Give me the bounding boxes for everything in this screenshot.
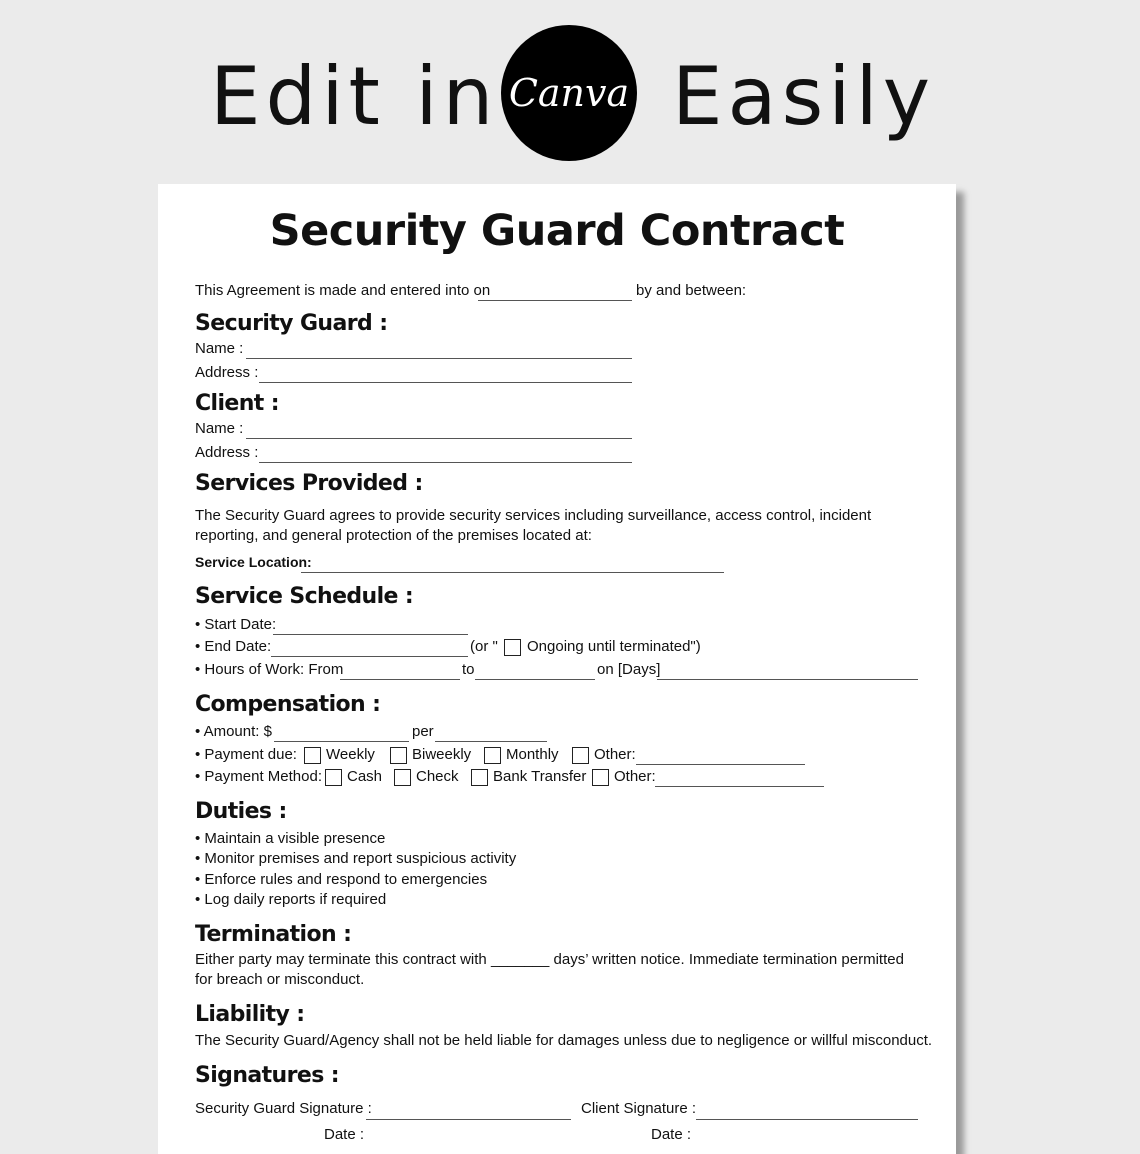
duties-heading: Duties : [195,799,287,824]
services-text: The Security Guard agrees to provide security services including surveillance, access control, incident reporting, and general protection of the premises located at: [195,507,872,544]
schedule-heading: Service Schedule : [195,584,414,609]
client-name-label: Name : [195,420,244,437]
guard-date-label: Date : [324,1126,365,1143]
liability-text: The Security Guard/Agency shall not be held liable for damages unless due to negligence or willful misconduct. [195,1032,933,1049]
client-signature-field[interactable] [696,1119,918,1120]
signatures-heading: Signatures : [195,1063,339,1088]
agreement-date-field[interactable] [478,300,632,301]
liability-heading: Liability : [195,1002,305,1027]
guard-signature-label: Security Guard Signature : [195,1100,372,1117]
method-other-label: Other: [614,768,656,785]
client-signature-label: Client Signature : [581,1100,697,1117]
due-monthly-checkbox[interactable] [484,747,501,764]
guard-address-label: Address : [195,364,259,381]
banner-left-text: Edit in [210,50,499,143]
banner-right-text: Easily [672,50,936,143]
security-guard-heading: Security Guard : [195,311,388,336]
end-date-field[interactable] [271,656,468,657]
client-heading: Client : [195,391,279,416]
termination-heading: Termination : [195,922,352,947]
due-monthly-label: Monthly [506,746,559,763]
due-other-label: Other: [594,746,636,763]
contract-page [158,184,956,1154]
guard-address-field[interactable] [259,382,632,383]
due-biweekly-label: Biweekly [412,746,472,763]
intro-suffix: by and between: [636,282,747,299]
client-date-label: Date : [651,1126,692,1143]
client-name-field[interactable] [246,438,632,439]
duty-item: • Maintain a visible presence [195,830,386,847]
guard-signature-field[interactable] [366,1119,571,1120]
duty-item: • Monitor premises and report suspicious activity [195,850,517,867]
days-field[interactable] [657,679,918,680]
payment-due-label: • Payment due: [195,746,297,763]
ongoing-label: Ongoing until terminated") [527,638,701,655]
compensation-heading: Compensation : [195,692,381,717]
payment-method-label: • Payment Method: [195,768,322,785]
service-location-field[interactable] [301,572,724,573]
canva-logo-text: Canva [508,71,630,115]
method-bank-transfer-checkbox[interactable] [471,769,488,786]
document-title: Security Guard Contract [269,206,845,256]
start-date-label: • Start Date: [195,616,277,633]
method-cash-label: Cash [347,768,383,785]
due-other-field[interactable] [636,764,805,765]
days-label: on [Days] [597,661,661,678]
ongoing-checkbox[interactable] [504,639,521,656]
due-other-checkbox[interactable] [572,747,589,764]
hours-to-field[interactable] [475,679,595,680]
method-cash-checkbox[interactable] [325,769,342,786]
duty-item: • Enforce rules and respond to emergencies [195,871,488,888]
duty-item: • Log daily reports if required [195,891,387,908]
method-other-field[interactable] [655,786,824,787]
client-address-label: Address : [195,444,259,461]
guard-name-field[interactable] [246,358,632,359]
method-check-label: Check [416,768,459,785]
amount-label: • Amount: $ [195,723,272,740]
banner [0,0,1140,180]
due-biweekly-checkbox[interactable] [390,747,407,764]
method-other-checkbox[interactable] [592,769,609,786]
service-location-label: Service Location: [195,554,312,570]
end-or-text: (or " [470,638,498,655]
due-weekly-checkbox[interactable] [304,747,321,764]
hours-from-field[interactable] [340,679,460,680]
amount-field[interactable] [274,741,409,742]
client-address-field[interactable] [259,462,632,463]
per-field[interactable] [435,741,547,742]
services-heading: Services Provided : [195,471,423,496]
method-bank-transfer-label: Bank Transfer [493,768,587,785]
intro-prefix: This Agreement is made and entered into on [195,282,491,299]
start-date-field[interactable] [273,634,468,635]
due-weekly-label: Weekly [326,746,375,763]
hours-to-label: to [462,661,475,678]
method-check-checkbox[interactable] [394,769,411,786]
end-date-label: • End Date: [195,638,272,655]
per-label: per [412,723,434,740]
hours-from-label: • Hours of Work: From [195,661,344,678]
guard-name-label: Name : [195,340,244,357]
canva-logo [501,25,637,161]
termination-text: Either party may terminate this contract with _______ days’ written notice. Immediate termination permitted for breach or misconduct. [195,951,904,988]
